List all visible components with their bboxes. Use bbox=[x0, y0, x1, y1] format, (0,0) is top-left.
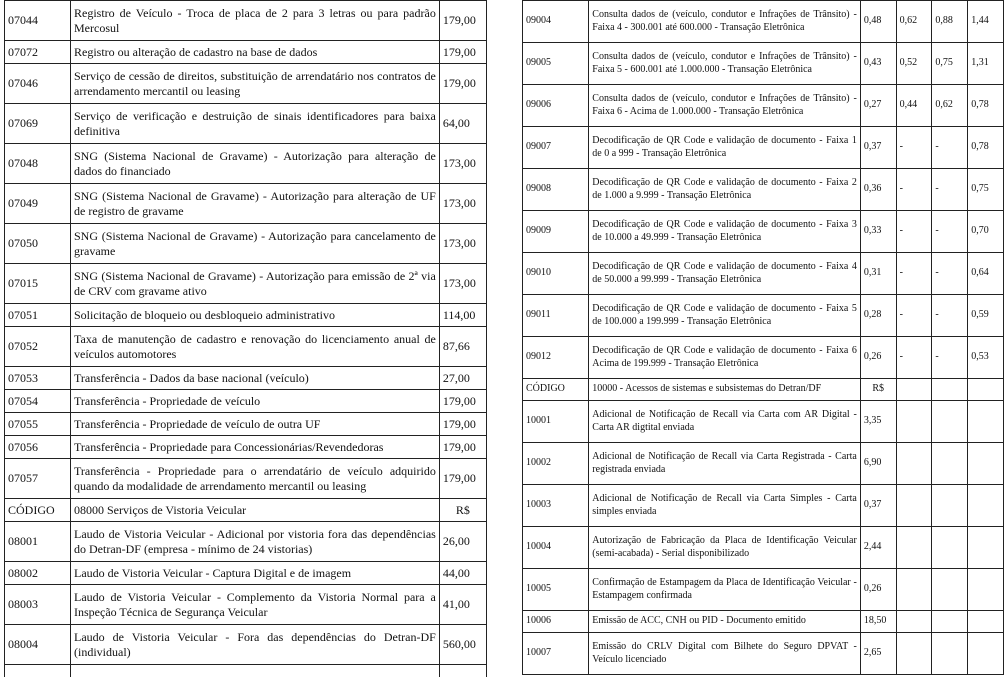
fee-value: 179,00 bbox=[439, 390, 486, 413]
fee-description: Laudo de Vistoria Veicular - Adicional por vistoria fora das dependências do Detran-DF (empresa - mínimo de 24 vistorias) bbox=[71, 522, 440, 562]
fee-row bbox=[523, 401, 1004, 443]
fee-value-2 bbox=[896, 611, 932, 633]
fee-value-2: - bbox=[896, 169, 932, 211]
fee-code: 07057 bbox=[5, 459, 71, 499]
fee-value-3: 0,88 bbox=[932, 1, 968, 43]
fee-code: 07055 bbox=[5, 413, 71, 436]
fee-description: Laudo de Vistoria Veicular - Captura Digital e de imagem bbox=[71, 562, 440, 585]
partial-row bbox=[5, 665, 487, 677]
fee-value-3 bbox=[932, 611, 968, 633]
fee-value-1: R$ bbox=[860, 379, 896, 401]
fee-value-2 bbox=[896, 527, 932, 569]
fee-value-1: 0,31 bbox=[860, 253, 896, 295]
fee-description: Autorização de Fabricação da Placa de Identificação Veicular (semi-acabada) - Serial disponibilizado bbox=[589, 527, 861, 569]
fee-code: 07056 bbox=[5, 436, 71, 459]
fee-description: Transferência - Propriedade de veículo bbox=[71, 390, 440, 413]
fee-description: Solicitação de bloqueio ou desbloqueio administrativo bbox=[71, 304, 440, 327]
fee-description: 08000 Serviços de Vistoria Veicular bbox=[71, 499, 440, 522]
fee-description: Decodificação de QR Code e validação de documento - Faixa 3 de 10.000 a 49.999 - Transação Eletrônica bbox=[589, 211, 861, 253]
fee-value-2: - bbox=[896, 337, 932, 379]
fee-value: 179,00 bbox=[439, 64, 486, 104]
fee-code: 07049 bbox=[5, 184, 71, 224]
fee-row bbox=[5, 562, 487, 585]
fee-code: 07015 bbox=[5, 264, 71, 304]
fee-value-1: 0,33 bbox=[860, 211, 896, 253]
fee-value: 114,00 bbox=[439, 304, 486, 327]
fee-code: 08001 bbox=[5, 522, 71, 562]
fee-description: SNG (Sistema Nacional de Gravame) - Autorização para cancelamento de gravame bbox=[71, 224, 440, 264]
fee-description: Laudo de Vistoria Veicular - Fora das dependências do Detran-DF (individual) bbox=[71, 625, 440, 665]
fee-description: Transferência - Propriedade de veículo de outra UF bbox=[71, 413, 440, 436]
fee-value: 179,00 bbox=[439, 436, 486, 459]
fee-value-2 bbox=[896, 569, 932, 611]
fee-value-1: 0,43 bbox=[860, 43, 896, 85]
fee-value-1: 0,28 bbox=[860, 295, 896, 337]
fee-value-3: 0,75 bbox=[932, 43, 968, 85]
fee-value-4: 0,70 bbox=[968, 211, 1004, 253]
fee-code: 10002 bbox=[523, 443, 589, 485]
fee-code: 10003 bbox=[523, 485, 589, 527]
fee-value-3 bbox=[932, 401, 968, 443]
empty-cell bbox=[5, 665, 71, 677]
fee-description: Consulta dados de (veículo, condutor e Infrações de Trânsito) - Faixa 5 - 600.001 até 1.000.000 - Transação Eletrônica bbox=[589, 43, 861, 85]
fee-code: 08002 bbox=[5, 562, 71, 585]
fee-value-4: 0,75 bbox=[968, 169, 1004, 211]
fee-value-4 bbox=[968, 485, 1004, 527]
fee-value-1: 2,65 bbox=[860, 633, 896, 675]
fee-code: 09011 bbox=[523, 295, 589, 337]
fee-row bbox=[523, 85, 1004, 127]
fee-value-1: 0,36 bbox=[860, 169, 896, 211]
fee-description: Confirmação de Estampagem da Placa de Identificação Veicular - Estampagem confirmada bbox=[589, 569, 861, 611]
fee-row bbox=[523, 1, 1004, 43]
fee-value-2 bbox=[896, 379, 932, 401]
fee-code: 09007 bbox=[523, 127, 589, 169]
fee-value-3 bbox=[932, 633, 968, 675]
fee-value-2 bbox=[896, 633, 932, 675]
fee-row bbox=[523, 337, 1004, 379]
section-header-row bbox=[523, 379, 1004, 401]
left-fee-table-panel bbox=[4, 0, 487, 677]
fee-value: 26,00 bbox=[439, 522, 486, 562]
fee-row bbox=[5, 625, 487, 665]
fee-description: Decodificação de QR Code e validação de documento - Faixa 2 de 1.000 a 9.999 - Transação Eletrônica bbox=[589, 169, 861, 211]
fee-code: 09005 bbox=[523, 43, 589, 85]
fee-row bbox=[5, 104, 487, 144]
fee-row bbox=[5, 264, 487, 304]
fee-value-2: 0,52 bbox=[896, 43, 932, 85]
fee-value-3: - bbox=[932, 253, 968, 295]
fee-row bbox=[5, 224, 487, 264]
fee-code: 10001 bbox=[523, 401, 589, 443]
fee-code: 07054 bbox=[5, 390, 71, 413]
fee-description: SNG (Sistema Nacional de Gravame) - Autorização para alteração de UF de registro de gravame bbox=[71, 184, 440, 224]
fee-description: Taxa de manutenção de cadastro e renovação do licenciamento anual de veículos automotores bbox=[71, 327, 440, 367]
fee-value-1: 0,27 bbox=[860, 85, 896, 127]
fee-description: Registro ou alteração de cadastro na base de dados bbox=[71, 41, 440, 64]
fee-description: Decodificação de QR Code e validação de documento - Faixa 5 de 100.000 a 199.999 - Transação Eletrônica bbox=[589, 295, 861, 337]
right-fee-table bbox=[522, 0, 1004, 675]
fee-value-4: 0,78 bbox=[968, 85, 1004, 127]
fee-row bbox=[5, 144, 487, 184]
fee-value-1: 0,26 bbox=[860, 337, 896, 379]
fee-value: 87,66 bbox=[439, 327, 486, 367]
fee-code: 09006 bbox=[523, 85, 589, 127]
fee-code: 09008 bbox=[523, 169, 589, 211]
fee-value-1: 0,37 bbox=[860, 127, 896, 169]
left-fee-table bbox=[4, 0, 487, 677]
fee-code: 09004 bbox=[523, 1, 589, 43]
fee-value: 179,00 bbox=[439, 459, 486, 499]
fee-description: Laudo de Vistoria Veicular - Complemento da Vistoria Normal para a Inspeção Técnica de Segurança Veicular bbox=[71, 585, 440, 625]
empty-cell bbox=[71, 665, 440, 677]
fee-description: SNG (Sistema Nacional de Gravame) - Autorização para alteração de dados do financiado bbox=[71, 144, 440, 184]
fee-description: 10000 - Acessos de sistemas e subsistemas do Detran/DF bbox=[589, 379, 861, 401]
fee-value: 179,00 bbox=[439, 413, 486, 436]
fee-code: 07072 bbox=[5, 41, 71, 64]
fee-row bbox=[5, 436, 487, 459]
fee-description: Adicional de Notificação de Recall via Carta Registrada - Carta registrada enviada bbox=[589, 443, 861, 485]
fee-code: 09010 bbox=[523, 253, 589, 295]
section-header-row bbox=[5, 499, 487, 522]
fee-value-4: 1,44 bbox=[968, 1, 1004, 43]
fee-code: 07069 bbox=[5, 104, 71, 144]
right-fee-table-panel bbox=[522, 0, 1004, 675]
fee-code: 09009 bbox=[523, 211, 589, 253]
fee-code: CÓDIGO bbox=[5, 499, 71, 522]
fee-value-4: 0,78 bbox=[968, 127, 1004, 169]
fee-row bbox=[5, 413, 487, 436]
fee-description: Serviço de verificação e destruição de sinais identificadores para baixa definitiva bbox=[71, 104, 440, 144]
fee-value-4: 1,31 bbox=[968, 43, 1004, 85]
fee-row bbox=[5, 522, 487, 562]
fee-row bbox=[5, 41, 487, 64]
fee-description: Serviço de cessão de direitos, substituição de arrendatário nos contratos de arrendamento mercantil ou leasing bbox=[71, 64, 440, 104]
fee-value-1: 0,26 bbox=[860, 569, 896, 611]
fee-value-4: 0,59 bbox=[968, 295, 1004, 337]
fee-row bbox=[5, 304, 487, 327]
fee-row bbox=[523, 633, 1004, 675]
fee-value-1: 0,48 bbox=[860, 1, 896, 43]
fee-value: R$ bbox=[439, 499, 486, 522]
fee-code: 10007 bbox=[523, 633, 589, 675]
fee-description: Emissão de ACC, CNH ou PID - Documento emitido bbox=[589, 611, 861, 633]
fee-value-4 bbox=[968, 633, 1004, 675]
fee-value-4 bbox=[968, 401, 1004, 443]
fee-value-4 bbox=[968, 443, 1004, 485]
fee-row bbox=[5, 64, 487, 104]
fee-row bbox=[5, 367, 487, 390]
fee-value-3: - bbox=[932, 169, 968, 211]
fee-row bbox=[5, 585, 487, 625]
fee-value-4 bbox=[968, 527, 1004, 569]
empty-cell bbox=[439, 665, 486, 677]
fee-description: Registro de Veículo - Troca de placa de 2 para 3 letras ou para padrão Mercosul bbox=[71, 1, 440, 41]
fee-value-3 bbox=[932, 527, 968, 569]
fee-row bbox=[523, 169, 1004, 211]
fee-description: Decodificação de QR Code e validação de documento - Faixa 4 de 50.000 a 99.999 - Transação Eletrônica bbox=[589, 253, 861, 295]
fee-description: Adicional de Notificação de Recall via Carta Simples - Carta simples enviada bbox=[589, 485, 861, 527]
fee-value-3: - bbox=[932, 337, 968, 379]
fee-value-1: 3,35 bbox=[860, 401, 896, 443]
fee-value-3: - bbox=[932, 295, 968, 337]
fee-value: 179,00 bbox=[439, 1, 486, 41]
fee-value-4: 0,64 bbox=[968, 253, 1004, 295]
fee-row bbox=[5, 327, 487, 367]
fee-row bbox=[5, 184, 487, 224]
fee-value-2: - bbox=[896, 253, 932, 295]
fee-description: Adicional de Notificação de Recall via Carta com AR Digital - Carta AR digtital enviada bbox=[589, 401, 861, 443]
fee-value-2 bbox=[896, 443, 932, 485]
fee-value-2: 0,44 bbox=[896, 85, 932, 127]
fee-value-1: 2,44 bbox=[860, 527, 896, 569]
fee-value-2: 0,62 bbox=[896, 1, 932, 43]
fee-code: 10004 bbox=[523, 527, 589, 569]
fee-row bbox=[523, 569, 1004, 611]
fee-value: 173,00 bbox=[439, 184, 486, 224]
fee-value: 44,00 bbox=[439, 562, 486, 585]
fee-value-4 bbox=[968, 379, 1004, 401]
fee-row bbox=[523, 443, 1004, 485]
fee-description: SNG (Sistema Nacional de Gravame) - Autorização para emissão de 2ª via de CRV com gravame ativo bbox=[71, 264, 440, 304]
fee-description: Transferência - Dados da base nacional (veículo) bbox=[71, 367, 440, 390]
fee-value-3 bbox=[932, 569, 968, 611]
fee-value-1: 6,90 bbox=[860, 443, 896, 485]
fee-value-3 bbox=[932, 485, 968, 527]
fee-code: 07051 bbox=[5, 304, 71, 327]
fee-row bbox=[5, 390, 487, 413]
fee-code: 07053 bbox=[5, 367, 71, 390]
fee-code: 07048 bbox=[5, 144, 71, 184]
fee-code: 07052 bbox=[5, 327, 71, 367]
fee-value: 179,00 bbox=[439, 41, 486, 64]
fee-code: CÓDIGO bbox=[523, 379, 589, 401]
fee-row bbox=[523, 527, 1004, 569]
fee-code: 07050 bbox=[5, 224, 71, 264]
fee-value-3 bbox=[932, 443, 968, 485]
fee-value-2 bbox=[896, 401, 932, 443]
fee-value-3 bbox=[932, 379, 968, 401]
fee-description: Consulta dados de (veículo, condutor e Infrações de Trânsito) - Faixa 4 - 300.001 até 600.000 - Transação Eletrônica bbox=[589, 1, 861, 43]
fee-row bbox=[523, 611, 1004, 633]
fee-row bbox=[523, 127, 1004, 169]
fee-row bbox=[523, 485, 1004, 527]
fee-value-3: 0,62 bbox=[932, 85, 968, 127]
fee-value-4 bbox=[968, 569, 1004, 611]
fee-value-2 bbox=[896, 485, 932, 527]
fee-code: 08004 bbox=[5, 625, 71, 665]
fee-row bbox=[5, 1, 487, 41]
fee-value: 27,00 bbox=[439, 367, 486, 390]
fee-value-1: 0,37 bbox=[860, 485, 896, 527]
fee-value: 41,00 bbox=[439, 585, 486, 625]
fee-row bbox=[523, 253, 1004, 295]
fee-value: 560,00 bbox=[439, 625, 486, 665]
fee-value: 173,00 bbox=[439, 264, 486, 304]
fee-row bbox=[523, 295, 1004, 337]
fee-code: 10006 bbox=[523, 611, 589, 633]
fee-description: Consulta dados de (veículo, condutor e Infrações de Trânsito) - Faixa 6 - Acima de 1.000.000 - Transação Eletrônica bbox=[589, 85, 861, 127]
fee-value-3: - bbox=[932, 211, 968, 253]
fee-code: 08003 bbox=[5, 585, 71, 625]
fee-value: 64,00 bbox=[439, 104, 486, 144]
fee-row bbox=[523, 43, 1004, 85]
fee-code: 07046 bbox=[5, 64, 71, 104]
fee-description: Transferência - Propriedade para Concessionárias/Revendedoras bbox=[71, 436, 440, 459]
fee-value-2: - bbox=[896, 295, 932, 337]
fee-code: 10005 bbox=[523, 569, 589, 611]
fee-code: 09012 bbox=[523, 337, 589, 379]
fee-value: 173,00 bbox=[439, 224, 486, 264]
fee-value-2: - bbox=[896, 127, 932, 169]
fee-description: Transferência - Propriedade para o arrendatário de veículo adquirido quando da modalidade de arrendamento mercantil ou leasing bbox=[71, 459, 440, 499]
fee-value: 173,00 bbox=[439, 144, 486, 184]
fee-description: Emissão do CRLV Digital com Bilhete do Seguro DPVAT - Veículo licenciado bbox=[589, 633, 861, 675]
fee-value-2: - bbox=[896, 211, 932, 253]
fee-row bbox=[523, 211, 1004, 253]
fee-value-1: 18,50 bbox=[860, 611, 896, 633]
fee-code: 07044 bbox=[5, 1, 71, 41]
fee-description: Decodificação de QR Code e validação de documento - Faixa 6 Acima de 199.999 - Transação Eletrônica bbox=[589, 337, 861, 379]
fee-value-4: 0,53 bbox=[968, 337, 1004, 379]
fee-value-3: - bbox=[932, 127, 968, 169]
fee-row bbox=[5, 459, 487, 499]
fee-value-4 bbox=[968, 611, 1004, 633]
fee-description: Decodificação de QR Code e validação de documento - Faixa 1 de 0 a 999 - Transação Eletrônica bbox=[589, 127, 861, 169]
